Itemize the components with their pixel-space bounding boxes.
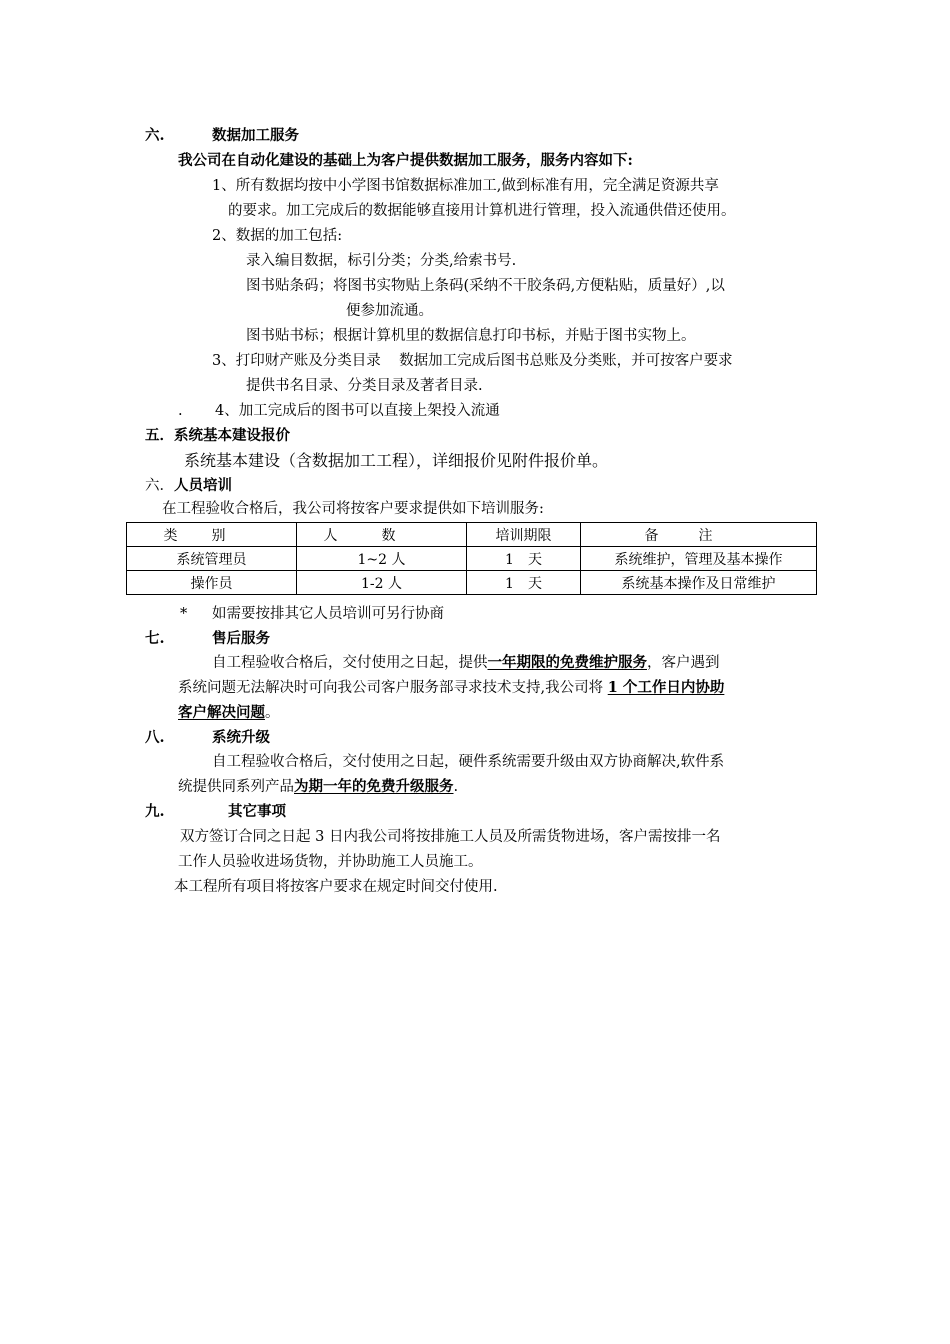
- section-9-line-1: 双方签订合同之日起 3 日内我公司将按排施工人员及所需货物进场，客户需按排一名: [180, 829, 721, 845]
- section-6-number: 六.: [145, 127, 165, 144]
- section-7-title: 售后服务: [212, 630, 270, 647]
- section-7-number: 七.: [145, 630, 165, 647]
- item-1-line-1: 1、所有数据均按中小学图书馆数据标准加工,做到标准有用，完全满足资源共享: [212, 178, 719, 194]
- item-2: 2、数据的加工包括:: [212, 228, 343, 244]
- training-intro: 在工程验收合格后，我公司将按客户要求提供如下培训服务:: [162, 501, 544, 517]
- section-6-title: 数据加工服务: [212, 127, 299, 144]
- section-5-heading: 五．系统基本建设报价: [145, 427, 290, 444]
- header-count: 人数: [297, 523, 467, 547]
- header-notes: 备注: [581, 523, 817, 547]
- section-7-line-3: 客户解决问题。: [178, 704, 280, 721]
- table-cell: 系统管理员: [127, 547, 297, 571]
- section-8-line-2: 统提供同系列产品为期一年的免费升级服务.: [178, 778, 459, 795]
- free-maintenance-highlight: 一年期限的免费维护服务: [487, 654, 647, 671]
- final-statement: 本工程所有项目将按客户要求在规定时间交付使用.: [174, 879, 498, 895]
- item-3-line-2: 提供书名目录、分类目录及著者目录.: [246, 378, 483, 394]
- section-5-text: 系统基本建设（含数据加工工程），详细报价见附件报价单。: [184, 451, 609, 470]
- one-day-support-highlight: 1 个工作日内协助: [607, 679, 725, 696]
- item-1-line-2: 的要求。加工完成后的数据能够直接用计算机进行管理，投入流通供借还使用。: [228, 203, 736, 219]
- section-9-number: 九.: [145, 803, 165, 820]
- table-cell: 1 天: [467, 571, 581, 595]
- item-3-line-1: 3、打印财产账及分类目录 数据加工完成后图书总账及分类账，并可按客户要求: [212, 353, 733, 369]
- training-table-header-row: [127, 523, 817, 547]
- item-2-c: 图书贴书标；根据计算机里的数据信息打印书标，并贴于图书实物上。: [246, 328, 696, 344]
- training-heading-title: 人员培训: [174, 477, 232, 494]
- training-note: 如需要按排其它人员培训可另行协商: [212, 606, 444, 622]
- section-7-line-2: 系统问题无法解决时可向我公司客户服务部寻求技术支持,我公司将 1 个工作日内协助: [178, 679, 725, 696]
- solve-problem-highlight: 客户解决问题: [178, 704, 265, 721]
- item-4: 4、加工完成后的图书可以直接上架投入流通: [215, 403, 500, 419]
- section-7-line-1: 自工程验收合格后，交付使用之日起，提供一年期限的免费维护服务，客户遇到: [212, 654, 720, 671]
- table-cell: 1 天: [467, 547, 581, 571]
- section-8-title: 系统升级: [212, 729, 270, 746]
- section-9-title: 其它事项: [228, 803, 286, 820]
- item-4-dot: .: [178, 403, 183, 419]
- training-heading-number: 六．: [145, 478, 174, 494]
- item-2-b-line-1: 图书贴条码；将图书实物贴上条码(采纳不干胶条码,方便粘贴，质量好）,以: [246, 278, 725, 294]
- training-table: [126, 522, 817, 595]
- section-8-line-1: 自工程验收合格后，交付使用之日起，硬件系统需要升级由双方协商解决,软件系: [212, 754, 725, 770]
- header-category: 类别: [127, 523, 297, 547]
- item-2-b-line-2: 便参加流通。: [346, 303, 433, 319]
- header-duration: 培训期限: [467, 523, 581, 547]
- table-row: [127, 547, 817, 571]
- section-6-intro: 我公司在自动化建设的基础上为客户提供数据加工服务，服务内容如下:: [178, 152, 633, 169]
- table-cell: 1~2 人: [297, 547, 467, 571]
- table-cell: 操作员: [127, 571, 297, 595]
- training-heading: [145, 475, 232, 497]
- table-cell: 1-2 人: [297, 571, 467, 595]
- section-8-number: 八.: [145, 729, 165, 746]
- table-row: [127, 571, 817, 595]
- section-9-line-2: 工作人员验收进场货物，并协助施工人员施工。: [178, 854, 483, 870]
- table-cell: 系统基本操作及日常维护: [581, 571, 817, 595]
- free-upgrade-highlight: 为期一年的免费升级服务: [294, 778, 454, 795]
- table-cell: 系统维护，管理及基本操作: [581, 547, 817, 571]
- training-note-star: *: [180, 606, 188, 622]
- item-2-a: 录入编目数据，标引分类；分类,给索书号.: [246, 253, 517, 269]
